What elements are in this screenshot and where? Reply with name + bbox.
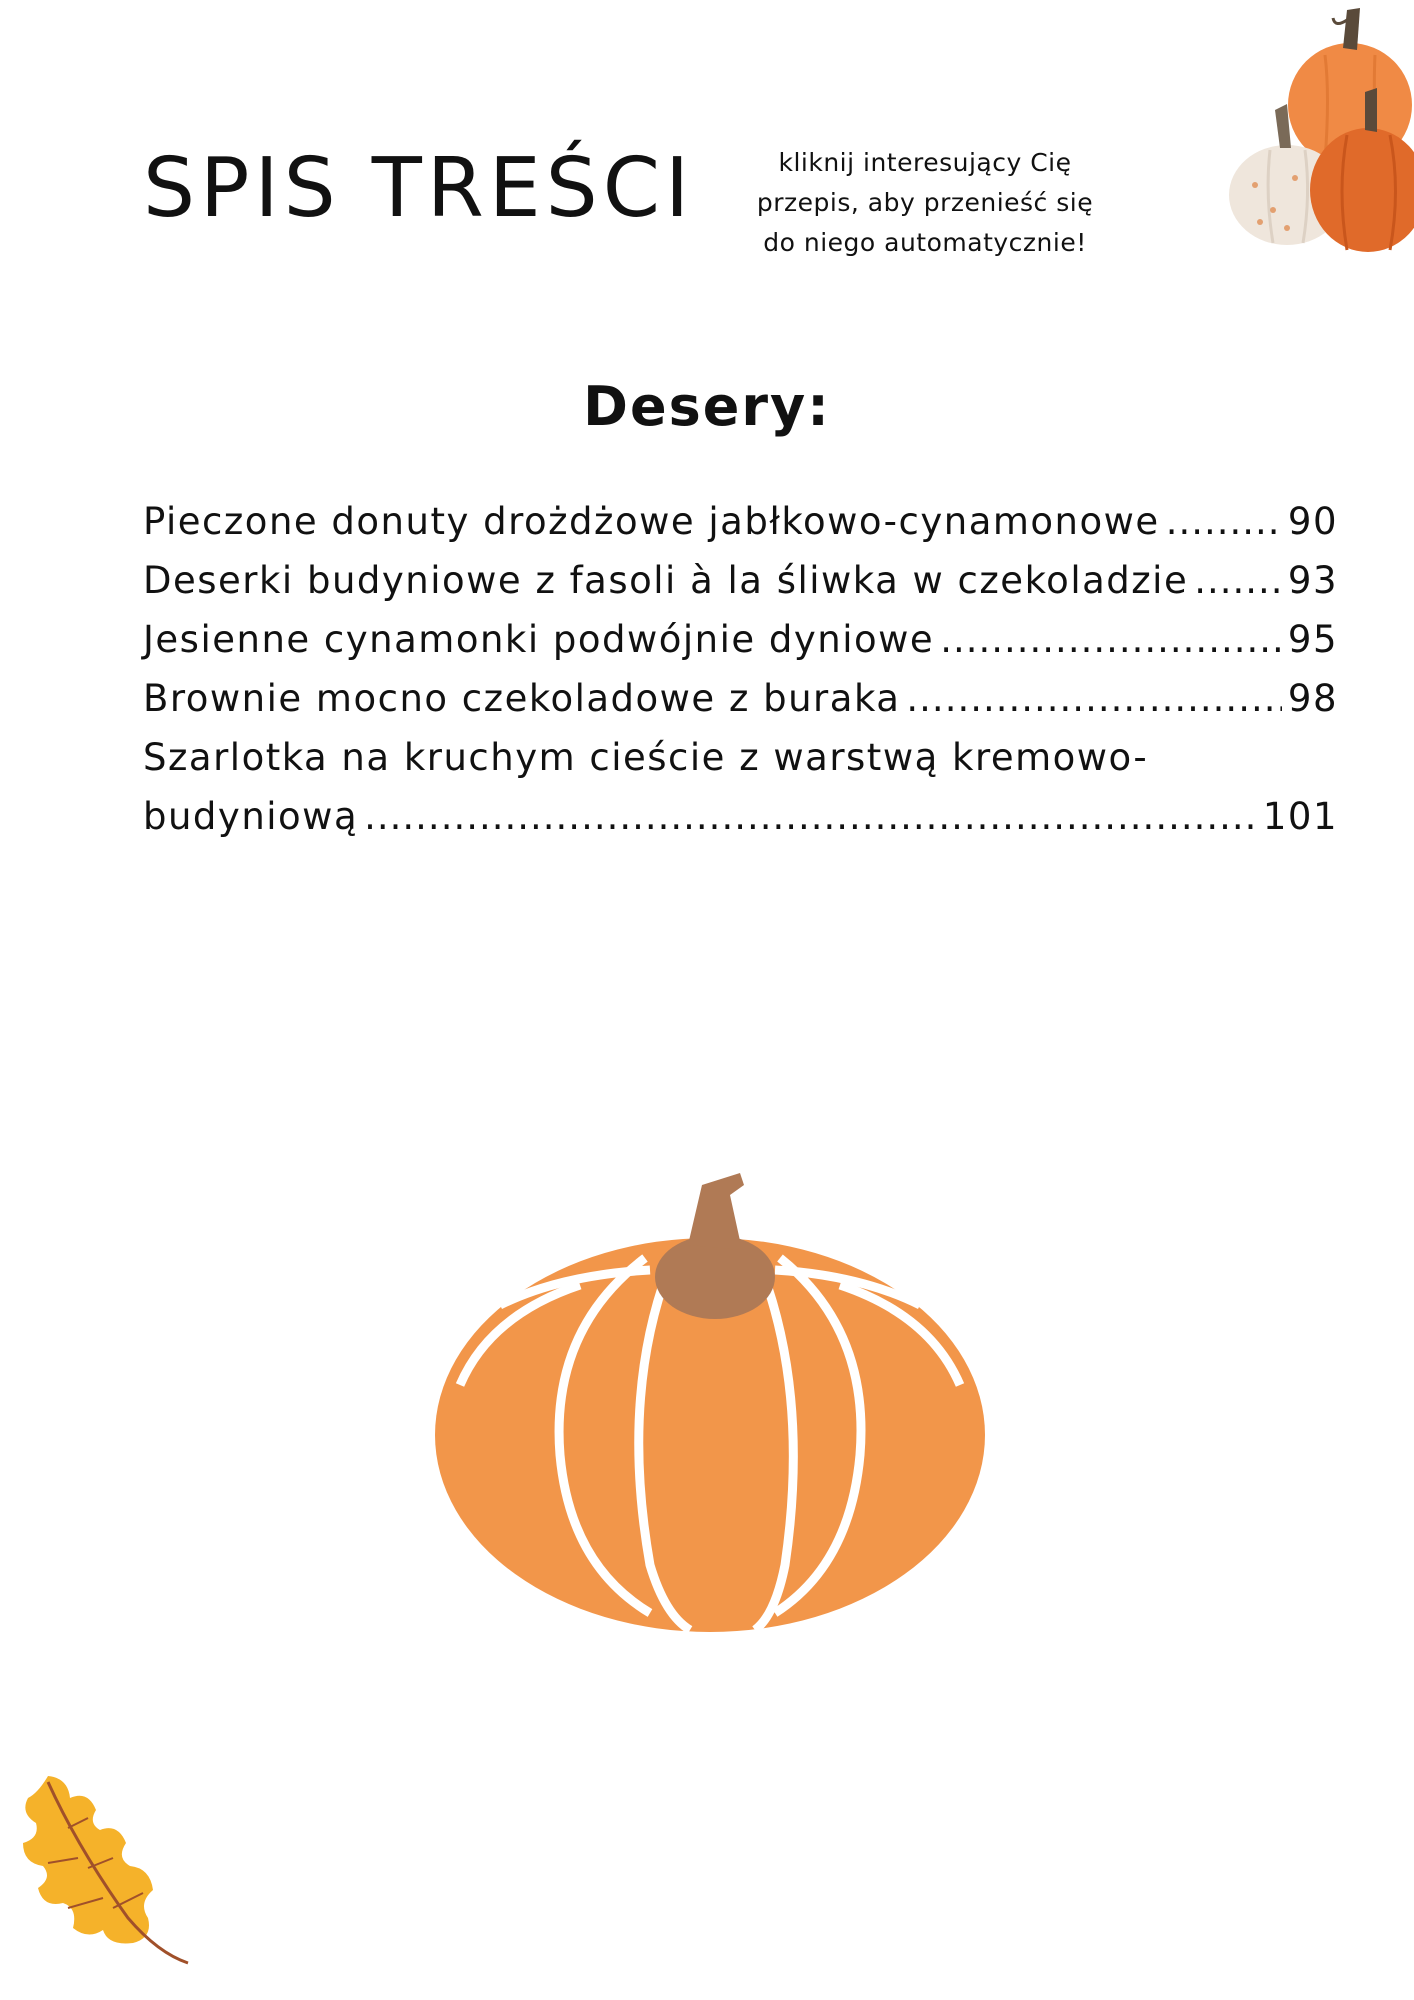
toc-entry-label: Brownie mocno czekoladowe z buraka bbox=[143, 677, 901, 720]
toc-entry[interactable] bbox=[143, 677, 1338, 736]
instruction-line: do niego automatycznie! bbox=[763, 228, 1087, 257]
instruction-line: kliknij interesujący Cię bbox=[778, 148, 1072, 177]
dot-leader bbox=[940, 618, 1282, 661]
toc-entry-page: 90 bbox=[1287, 500, 1338, 543]
oak-leaf-icon bbox=[18, 1768, 193, 1968]
toc-entry[interactable] bbox=[143, 559, 1338, 618]
toc-entry-label: Szarlotka na kruchym cieście z warstwą kremowo- bbox=[143, 736, 1149, 779]
pumpkin-icon bbox=[430, 1165, 990, 1635]
table-of-contents bbox=[143, 500, 1338, 854]
toc-entry-label: Jesienne cynamonki podwójnie dyniowe bbox=[143, 618, 935, 661]
toc-entry[interactable] bbox=[143, 500, 1338, 559]
toc-entry-label: Pieczone donuty drożdżowe jabłkowo-cynamonowe bbox=[143, 500, 1160, 543]
toc-entry-page: 98 bbox=[1287, 677, 1338, 720]
dot-leader bbox=[1166, 500, 1282, 543]
pumpkins-cluster-icon bbox=[1225, 0, 1414, 255]
toc-entry-label: Deserki budyniowe z fasoli à la śliwka w czekoladzie bbox=[143, 559, 1189, 602]
toc-entry-page: 95 bbox=[1287, 618, 1338, 661]
dot-leader bbox=[364, 795, 1257, 838]
section-title: Desery: bbox=[583, 375, 831, 438]
toc-entry[interactable] bbox=[143, 736, 1338, 854]
toc-entry[interactable] bbox=[143, 618, 1338, 677]
page-title: SPIS TREŚCI bbox=[143, 141, 695, 236]
dot-leader bbox=[906, 677, 1282, 720]
dot-leader bbox=[1194, 559, 1282, 602]
toc-entry-page: 93 bbox=[1287, 559, 1338, 602]
toc-entry-page: 101 bbox=[1262, 795, 1338, 838]
instruction-text bbox=[720, 143, 1130, 263]
toc-entry-label: budyniową bbox=[143, 795, 359, 838]
instruction-line: przepis, aby przenieść się bbox=[756, 188, 1094, 217]
